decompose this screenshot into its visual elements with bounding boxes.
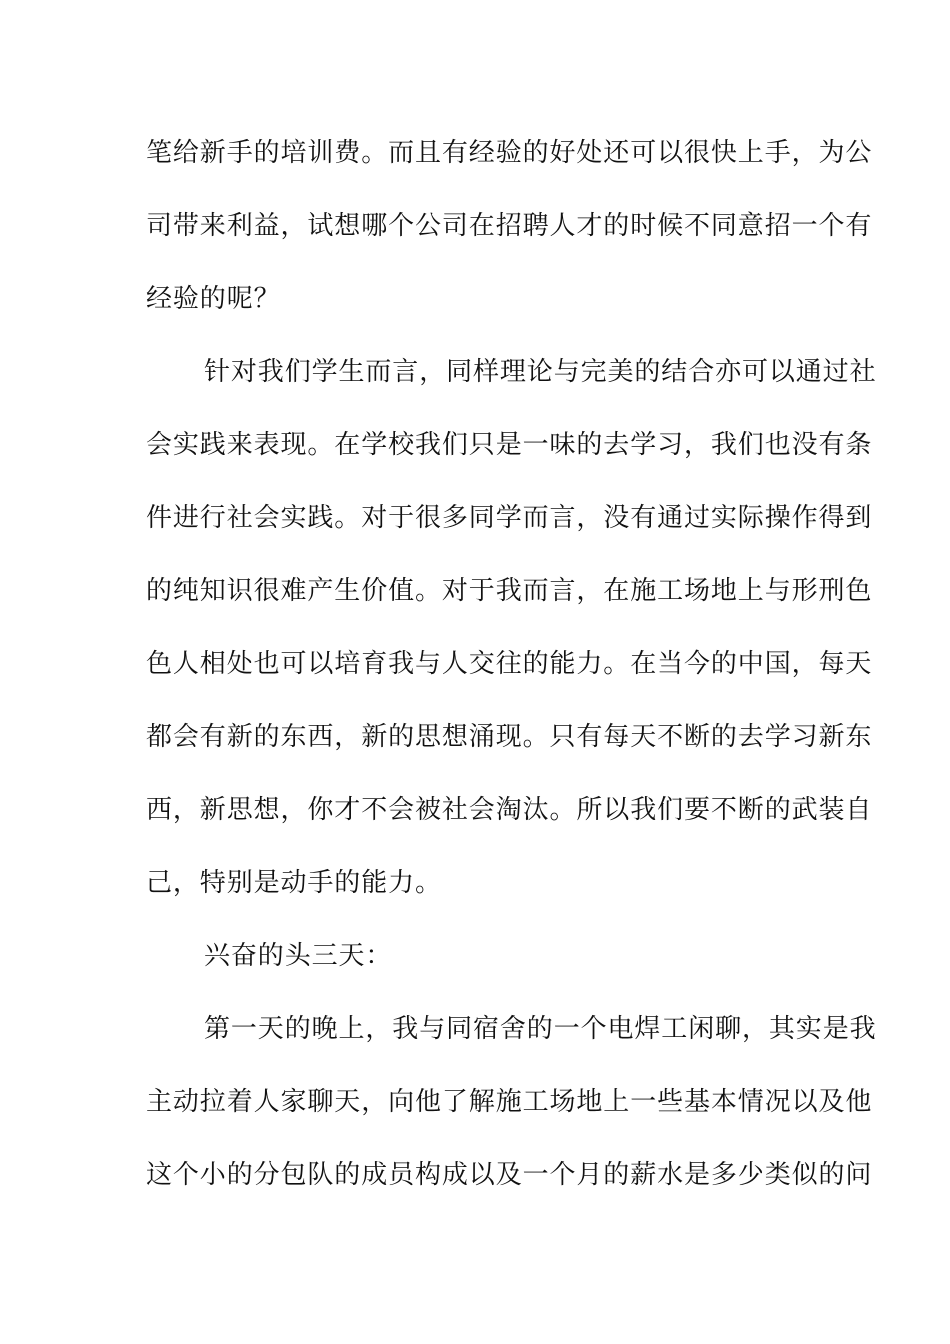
text-line: 经验的呢？ xyxy=(146,284,281,314)
text-line: 色人相处也可以培育我与人交往的能力。在当今的中国，每天 xyxy=(146,649,873,679)
section-heading: 兴奋的头三天： xyxy=(204,941,393,971)
text-line: 这个小的分包队的成员构成以及一个月的薪水是多少类似的问 xyxy=(146,1160,873,1190)
text-line: 的纯知识很难产生价值。对于我而言，在施工场地上与形刑色 xyxy=(146,576,873,606)
text-line: 都会有新的东西，新的思想涌现。只有每天不断的去学习新东 xyxy=(146,722,873,752)
paragraph-start-line: 针对我们学生而言，同样理论与完美的结合亦可以通过社 xyxy=(204,357,877,387)
text-line: 会实践来表现。在学校我们只是一味的去学习，我们也没有条 xyxy=(146,430,873,460)
text-line: 主动拉着人家聊天，向他了解施工场地上一些基本情况以及他 xyxy=(146,1087,873,1117)
document-body xyxy=(146,130,877,1225)
paragraph-start-line: 第一天的晚上，我与同宿舍的一个电焊工闲聊，其实是我 xyxy=(204,1014,877,1044)
text-line: 件进行社会实践。对于很多同学而言，没有通过实际操作得到 xyxy=(146,503,873,533)
text-line: 西，新思想，你才不会被社会淘汰。所以我们要不断的武装自 xyxy=(146,795,873,825)
text-line: 己，特别是动手的能力。 xyxy=(146,868,442,898)
text-line: 司带来利益，试想哪个公司在招聘人才的时候不同意招一个有 xyxy=(146,211,873,241)
text-line: 笔给新手的培训费。而且有经验的好处还可以很快上手，为公 xyxy=(146,138,873,168)
